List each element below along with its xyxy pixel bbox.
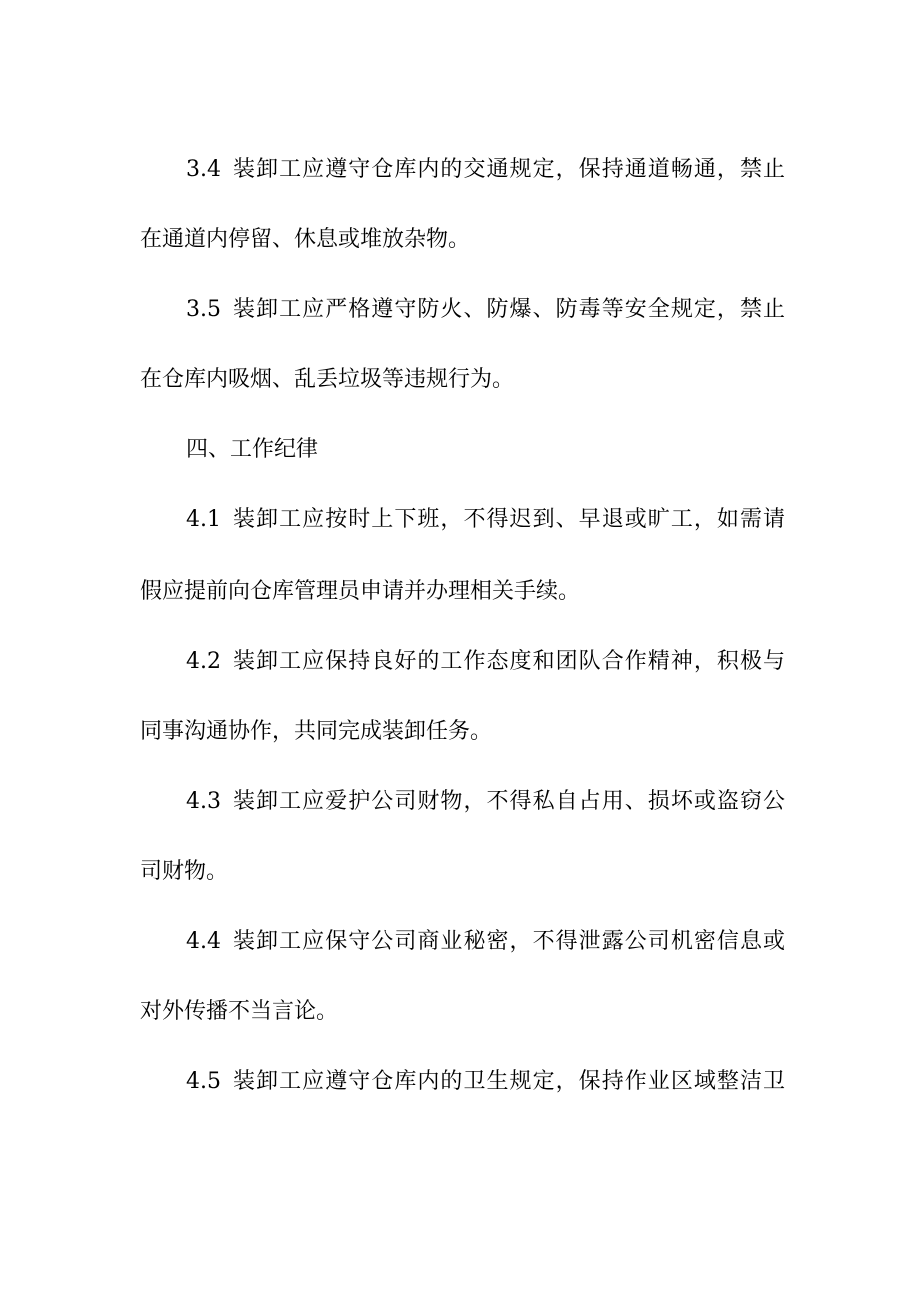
paragraph-number: 4.4 (186, 929, 221, 954)
paragraph-4-5-line-1 (186, 1062, 785, 1102)
paragraph-text: 装卸工应遵守仓库内的交通规定，保持通道畅通，禁止 (232, 157, 785, 182)
paragraph-4-2-line-2: 同事沟通协作，共同完成装卸任务。 (140, 719, 493, 744)
paragraph-4-4-line-2: 对外传播不当言论。 (140, 999, 339, 1024)
paragraph-number: 4.5 (186, 1069, 221, 1094)
paragraph-number: 3.5 (186, 297, 221, 322)
paragraph-text: 装卸工应严格遵守防火、防爆、防毒等安全规定，禁止 (232, 297, 785, 322)
paragraph-text: 装卸工应遵守仓库内的卫生规定，保持作业区域整洁卫 (232, 1069, 785, 1094)
paragraph-4-2-line-1 (186, 642, 785, 682)
paragraph-text: 装卸工应爱护公司财物，不得私自占用、损坏或盗窃公 (232, 789, 785, 814)
paragraph-4-3-line-1 (186, 782, 785, 822)
paragraph-4-4-line-1 (186, 922, 785, 962)
paragraph-text: 装卸工应保持良好的工作态度和团队合作精神，积极与 (232, 649, 785, 674)
paragraph-4-1-line-1 (186, 500, 785, 540)
paragraph-3-5-line-2: 在仓库内吸烟、乱丢垃圾等违规行为。 (140, 367, 515, 392)
paragraph-number: 3.4 (186, 157, 221, 182)
paragraph-number: 4.3 (186, 789, 221, 814)
paragraph-3-4-line-1 (186, 150, 785, 190)
paragraph-3-5-line-1 (186, 290, 785, 330)
paragraph-number: 4.1 (186, 507, 221, 532)
section-heading: 四、工作纪律 (186, 437, 319, 462)
paragraph-text: 装卸工应按时上下班，不得迟到、早退或旷工，如需请 (232, 507, 785, 532)
paragraph-4-3-line-2: 司财物。 (140, 859, 229, 884)
paragraph-number: 4.2 (186, 649, 221, 674)
paragraph-4-1-line-2: 假应提前向仓库管理员申请并办理相关手续。 (140, 579, 581, 604)
paragraph-3-4-line-2: 在通道内停留、休息或堆放杂物。 (140, 227, 471, 252)
paragraph-text: 装卸工应保守公司商业秘密，不得泄露公司机密信息或 (232, 929, 785, 954)
